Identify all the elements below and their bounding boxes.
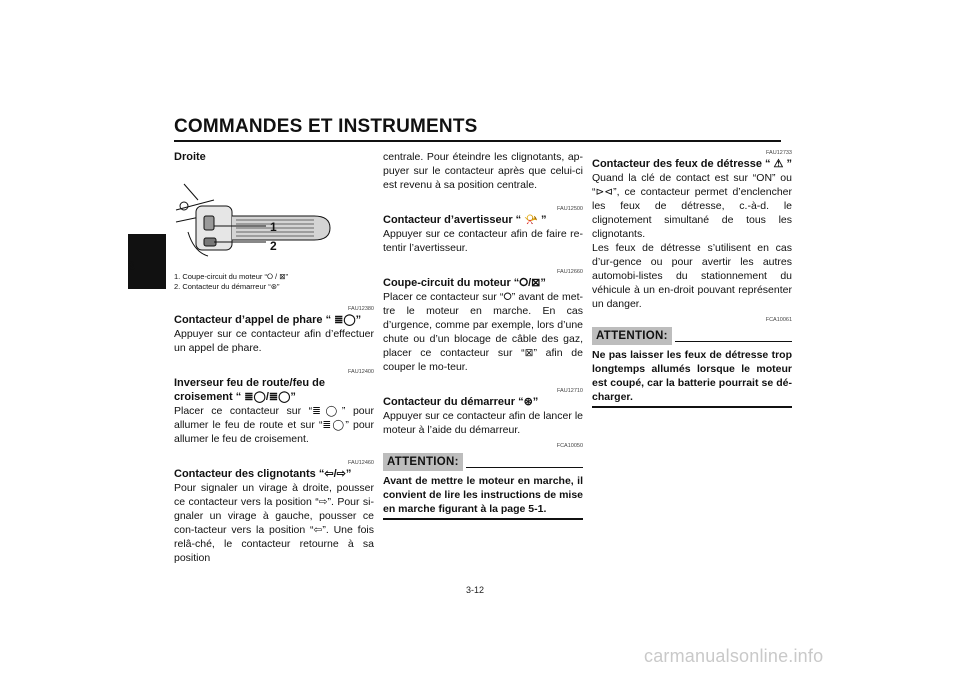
ref-code: FAU12660 [557, 269, 583, 275]
section-text: Quand la clé de contact est sur “ON” ou “⊳⊲”, ce contacteur permet d’enclencher les feux de détresse, c.-à-d. le clignotement simultané de tous les clignotants. [592, 172, 792, 240]
column-2 [383, 150, 583, 520]
column-3 [592, 150, 792, 408]
handlebar-switch-illustration [174, 170, 374, 266]
ref-code: FAU12400 [348, 369, 374, 375]
figure-caption-2: 2. Contacteur du démarreur “⊛” [174, 282, 280, 291]
ref-code: FAU12380 [348, 306, 374, 312]
page-title: COMMANDES ET INSTRUMENTS [174, 116, 478, 137]
attention-rule [675, 341, 792, 342]
attention-text: Avant de mettre le moteur en marche, il convient de lire les instructions de mise en marche figurant à la page 5-1. [383, 475, 583, 515]
ref-code: FAU12710 [557, 388, 583, 394]
section-text: Appuyer sur ce contacteur afin de lancer le moteur à l’aide du démarreur. [383, 410, 583, 436]
attention-label: ATTENTION: [592, 327, 672, 345]
section-heading: Contacteur des clignotants “⇦/⇨” [174, 468, 352, 480]
ref-code: FAU12500 [557, 206, 583, 212]
watermark: carmanualsonline.info [644, 646, 824, 666]
ref-code: FCA10050 [556, 443, 583, 449]
attention-rule [466, 467, 583, 468]
continued-text: centrale. Pour éteindre les clignotants, ap-puyer sur le contacteur après que celui-ci est revenu à sa position centrale. [383, 151, 583, 191]
section-heading: Contacteur du démarreur “⊛” [383, 396, 539, 408]
ref-code: FAU12733 [766, 150, 792, 156]
ref-code: FCA10061 [765, 317, 792, 323]
figure-caption-1: 1. Coupe-circuit du moteur “⭘ / ⊠” [174, 272, 288, 281]
callout-1: 1 [270, 220, 277, 234]
column-1 [174, 150, 374, 565]
attention-end-rule [592, 406, 792, 408]
title-rule [174, 140, 781, 142]
section-text: Placer ce contacteur sur “≣◯” pour allumer le feu de route et sur “≣◯” pour allumer le feu de croisement. [174, 405, 374, 445]
section-text: Appuyer sur ce contacteur afin d’effectuer un appel de phare. [174, 328, 374, 354]
section-text: Pour signaler un virage à droite, pousser ce contacteur vers la position “⇨”. Pour si-gnaler un virage à gauche, pousser ce con-tacteur vers la position “⇦”. Une fois relâ-ché, le contacteur retourne à sa position [174, 482, 374, 564]
chapter-number: 3 [128, 259, 135, 273]
section-heading: Contacteur des feux de détresse “ ⚠ ” [592, 158, 792, 170]
section-heading: Coupe-circuit du moteur “⭘/⊠” [383, 277, 546, 289]
section-text: Appuyer sur ce contacteur afin de faire re-tentir l’avertisseur. [383, 228, 583, 254]
section-text: Les feux de détresse s’utilisent en cas d’ur-gence ou pour avertir les autres automobi-listes du stationnement du véhicule à un en-droit pouvant représenter un danger. [592, 242, 792, 310]
attention-header [383, 453, 583, 471]
attention-end-rule [383, 518, 583, 520]
section-text: Placer ce contacteur sur “⭘” avant de met-tre le moteur en marche. En cas d’urgence, comme par exemple, lors d’une chute ou d’un blocage de câble des gaz, placer ce contacteur sur “⊠” afin de couper le mo-teur. [383, 291, 583, 373]
section-heading: Inverseur feu de route/feu de croisement “ ≣◯/≣◯” [174, 377, 325, 403]
attention-header [592, 327, 792, 345]
section-heading: Contacteur d’avertisseur “ 📯 ” [383, 214, 547, 226]
handlebar-switch-figure [174, 170, 374, 266]
section-heading: Contacteur d’appel de phare “ ≣◯” [174, 314, 362, 326]
page-number: 3-12 [466, 585, 485, 595]
attention-label: ATTENTION: [383, 453, 463, 471]
ref-code: FAU12460 [348, 460, 374, 466]
section-heading-droite: Droite [174, 151, 206, 163]
callout-2: 2 [270, 239, 277, 253]
attention-text: Ne pas laisser les feux de détresse trop longtemps allumés lorsque le moteur est coupé, car la batterie pourrait se dé-charger. [592, 349, 792, 403]
